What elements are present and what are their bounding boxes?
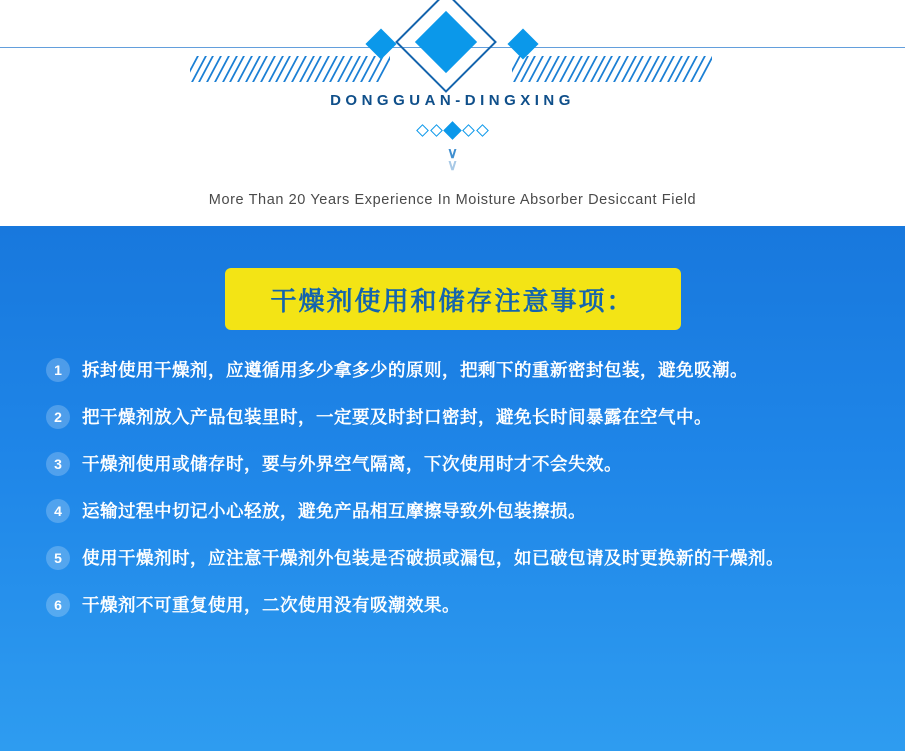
list-item-number: 2 [46,405,70,429]
list-item [0,593,905,640]
list-item [0,358,905,405]
diamond-small-icon [430,124,443,137]
list-item-text: 把干燥剂放入产品包装里时，一定要及时封口密封，避免长时间暴露在空气中。 [82,407,712,427]
diamond-accent-left-icon [365,28,396,59]
list-item [0,499,905,546]
list-item [0,405,905,452]
chevron-down-secondary-icon: ∨ [447,157,458,174]
list-item-number: 5 [46,546,70,570]
diamond-row-decoration [0,120,905,140]
diamond-small-icon [416,124,429,137]
diamond-small-icon [462,124,475,137]
diamond-accent-right-icon [507,28,538,59]
list-item-text: 拆封使用干燥剂，应遵循用多少拿多少的原则，把剩下的重新密封包装，避免吸潮。 [82,360,748,380]
list-item-number: 1 [46,358,70,382]
diamond-filled-icon [443,121,461,139]
header-tagline: More Than 20 Years Experience In Moisture Absorber Desiccant Field [208,192,697,208]
section-title-banner [225,268,681,330]
list-item-text: 使用干燥剂时，应注意干燥剂外包装是否破损或漏包，如已破包请及时更换新的干燥剂。 [82,548,784,568]
list-item [0,546,905,593]
hatch-lines-left [190,56,390,82]
page-title: 干燥剂使用和储存注意事项： [270,285,635,316]
list-item-number: 6 [46,593,70,617]
brand-name: DONGGUAN-DINGXING [330,92,575,109]
list-item-text: 干燥剂不可重复使用，二次使用没有吸潮效果。 [82,595,460,615]
list-item [0,452,905,499]
notice-list [0,358,905,640]
list-item-text: 运输过程中切记小心轻放，避免产品相互摩擦导致外包装擦损。 [82,501,586,521]
list-item-number: 3 [46,452,70,476]
diamond-small-icon [476,124,489,137]
list-item-text: 干燥剂使用或储存时，要与外界空气隔离，下次使用时才不会失效。 [82,454,622,474]
hatch-lines-right [512,56,712,82]
header-banner [0,0,905,226]
list-item-number: 4 [46,499,70,523]
content-section [0,226,905,751]
chevron-down-icon: ∨ [447,145,458,162]
